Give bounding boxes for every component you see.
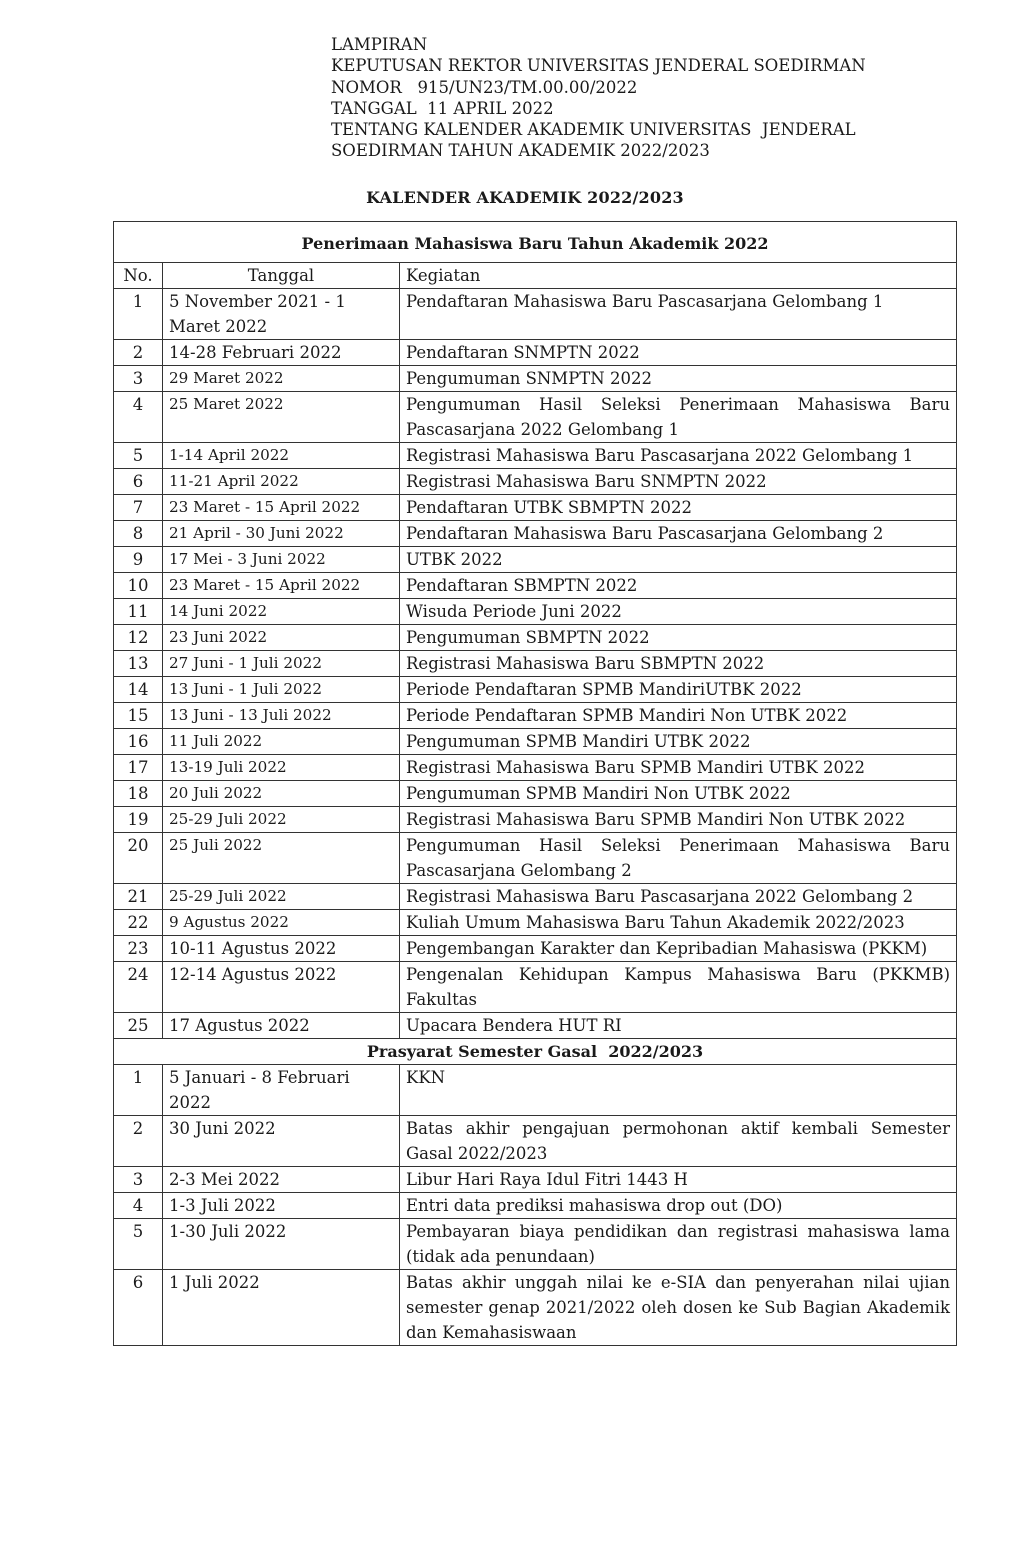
table-row xyxy=(114,573,957,599)
row-date: 5 November 2021 - 1 Maret 2022 xyxy=(163,289,400,340)
table-row xyxy=(114,599,957,625)
row-number: 5 xyxy=(114,443,163,469)
table-row xyxy=(114,289,957,340)
table-row xyxy=(114,469,957,495)
table-row xyxy=(114,443,957,469)
row-date: 17 Mei - 3 Juni 2022 xyxy=(163,547,400,573)
header-line: LAMPIRAN xyxy=(331,35,428,54)
row-number: 6 xyxy=(114,1270,163,1346)
document-title: KALENDER AKADEMIK 2022/2023 xyxy=(366,188,684,207)
row-number: 9 xyxy=(114,547,163,573)
section-title: Penerimaan Mahasiswa Baru Tahun Akademik 2022 xyxy=(114,222,957,263)
row-number: 4 xyxy=(114,392,163,443)
row-date: 29 Maret 2022 xyxy=(163,366,400,392)
table-row xyxy=(114,962,957,1013)
row-date: 12-14 Agustus 2022 xyxy=(163,962,400,1013)
row-date: 23 Juni 2022 xyxy=(163,625,400,651)
section-header xyxy=(114,222,957,263)
header-line: TANGGAL 11 APRIL 2022 xyxy=(331,98,554,118)
row-date: 25-29 Juli 2022 xyxy=(163,807,400,833)
row-date: 23 Maret - 15 April 2022 xyxy=(163,573,400,599)
row-date: 27 Juni - 1 Juli 2022 xyxy=(163,651,400,677)
row-number: 13 xyxy=(114,651,163,677)
row-date: 23 Maret - 15 April 2022 xyxy=(163,495,400,521)
row-activity: Registrasi Mahasiswa Baru SBMPTN 2022 xyxy=(400,651,957,677)
row-activity: Libur Hari Raya Idul Fitri 1443 H xyxy=(400,1167,957,1193)
row-activity: Registrasi Mahasiswa Baru Pascasarjana 2022 Gelombang 2 xyxy=(400,884,957,910)
column-header-no: No. xyxy=(114,263,163,289)
row-activity: UTBK 2022 xyxy=(400,547,957,573)
row-activity: Pendaftaran UTBK SBMPTN 2022 xyxy=(400,495,957,521)
row-activity: Pendaftaran Mahasiswa Baru Pascasarjana Gelombang 1 xyxy=(400,289,957,340)
row-number: 20 xyxy=(114,833,163,884)
row-date: 17 Agustus 2022 xyxy=(163,1013,400,1039)
row-date: 25 Juli 2022 xyxy=(163,833,400,884)
row-number: 21 xyxy=(114,884,163,910)
row-activity: Batas akhir pengajuan permohonan aktif kembali Semester Gasal 2022/2023 xyxy=(400,1116,957,1167)
row-date: 14 Juni 2022 xyxy=(163,599,400,625)
table-row xyxy=(114,547,957,573)
row-number: 8 xyxy=(114,521,163,547)
row-activity: Pembayaran biaya pendidikan dan registrasi mahasiswa lama (tidak ada penundaan) xyxy=(400,1219,957,1270)
row-activity: Upacara Bendera HUT RI xyxy=(400,1013,957,1039)
table-row xyxy=(114,807,957,833)
row-activity: Registrasi Mahasiswa Baru SNMPTN 2022 xyxy=(400,469,957,495)
row-activity: Pengumuman SPMB Mandiri Non UTBK 2022 xyxy=(400,781,957,807)
row-activity: Pengembangan Karakter dan Kepribadian Mahasiswa (PKKM) xyxy=(400,936,957,962)
decree-header xyxy=(331,34,866,162)
row-number: 11 xyxy=(114,599,163,625)
row-date: 20 Juli 2022 xyxy=(163,781,400,807)
row-date: 13 Juni - 1 Juli 2022 xyxy=(163,677,400,703)
table-row xyxy=(114,340,957,366)
header-line: SOEDIRMAN TAHUN AKADEMIK 2022/2023 xyxy=(331,141,710,161)
row-number: 3 xyxy=(114,366,163,392)
row-number: 2 xyxy=(114,340,163,366)
column-header-kegiatan: Kegiatan xyxy=(400,263,957,289)
row-number: 5 xyxy=(114,1219,163,1270)
row-number: 18 xyxy=(114,781,163,807)
row-number: 15 xyxy=(114,703,163,729)
table-row xyxy=(114,1193,957,1219)
row-date: 11-21 April 2022 xyxy=(163,469,400,495)
row-number: 24 xyxy=(114,962,163,1013)
row-date: 1-14 April 2022 xyxy=(163,443,400,469)
row-activity: Pendaftaran SNMPTN 2022 xyxy=(400,340,957,366)
table-row xyxy=(114,1065,957,1116)
row-date: 21 April - 30 Juni 2022 xyxy=(163,521,400,547)
row-date: 30 Juni 2022 xyxy=(163,1116,400,1167)
row-activity: Batas akhir unggah nilai ke e-SIA dan penyerahan nilai ujian semester genap 2021/2022 oleh dosen ke Sub Bagian Akademik dan Kemahasiswaan xyxy=(400,1270,957,1346)
table-row xyxy=(114,677,957,703)
row-date: 14-28 Februari 2022 xyxy=(163,340,400,366)
row-number: 4 xyxy=(114,1193,163,1219)
row-number: 3 xyxy=(114,1167,163,1193)
row-number: 7 xyxy=(114,495,163,521)
table-row xyxy=(114,1167,957,1193)
table-row xyxy=(114,781,957,807)
row-activity: Pengumuman SBMPTN 2022 xyxy=(400,625,957,651)
row-activity: Pengenalan Kehidupan Kampus Mahasiswa Baru (PKKMB) Fakultas xyxy=(400,962,957,1013)
table-row xyxy=(114,495,957,521)
table-row xyxy=(114,366,957,392)
row-activity: Pendaftaran Mahasiswa Baru Pascasarjana Gelombang 2 xyxy=(400,521,957,547)
row-number: 1 xyxy=(114,289,163,340)
row-activity: Registrasi Mahasiswa Baru Pascasarjana 2022 Gelombang 1 xyxy=(400,443,957,469)
row-number: 6 xyxy=(114,469,163,495)
row-date: 25 Maret 2022 xyxy=(163,392,400,443)
table-row xyxy=(114,651,957,677)
row-activity: Kuliah Umum Mahasiswa Baru Tahun Akademik 2022/2023 xyxy=(400,910,957,936)
row-activity: Entri data prediksi mahasiswa drop out (DO) xyxy=(400,1193,957,1219)
row-activity: Periode Pendaftaran SPMB MandiriUTBK 2022 xyxy=(400,677,957,703)
table-row xyxy=(114,833,957,884)
table-row xyxy=(114,1013,957,1039)
row-activity: Pengumuman Hasil Seleksi Penerimaan Mahasiswa Baru Pascasarjana Gelombang 2 xyxy=(400,833,957,884)
table-row xyxy=(114,703,957,729)
row-activity: Registrasi Mahasiswa Baru SPMB Mandiri UTBK 2022 xyxy=(400,755,957,781)
section-header xyxy=(114,1039,957,1065)
row-activity: Pengumuman SNMPTN 2022 xyxy=(400,366,957,392)
row-activity: Wisuda Periode Juni 2022 xyxy=(400,599,957,625)
table-row xyxy=(114,755,957,781)
row-number: 25 xyxy=(114,1013,163,1039)
row-activity: Registrasi Mahasiswa Baru SPMB Mandiri Non UTBK 2022 xyxy=(400,807,957,833)
table-row xyxy=(114,1219,957,1270)
section-title: Prasyarat Semester Gasal 2022/2023 xyxy=(114,1039,957,1065)
row-number: 16 xyxy=(114,729,163,755)
table-row xyxy=(114,1270,957,1346)
row-number: 14 xyxy=(114,677,163,703)
row-number: 10 xyxy=(114,573,163,599)
row-number: 1 xyxy=(114,1065,163,1116)
header-line: KEPUTUSAN REKTOR UNIVERSITAS JENDERAL SOEDIRMAN xyxy=(331,56,866,76)
row-date: 13 Juni - 13 Juli 2022 xyxy=(163,703,400,729)
row-number: 23 xyxy=(114,936,163,962)
row-number: 12 xyxy=(114,625,163,651)
row-date: 10-11 Agustus 2022 xyxy=(163,936,400,962)
row-activity: Pengumuman Hasil Seleksi Penerimaan Mahasiswa Baru Pascasarjana 2022 Gelombang 1 xyxy=(400,392,957,443)
row-date: 2-3 Mei 2022 xyxy=(163,1167,400,1193)
table-row xyxy=(114,884,957,910)
row-activity: Pendaftaran SBMPTN 2022 xyxy=(400,573,957,599)
table-row xyxy=(114,910,957,936)
row-date: 1-3 Juli 2022 xyxy=(163,1193,400,1219)
row-date: 1-30 Juli 2022 xyxy=(163,1219,400,1270)
column-header-tanggal: Tanggal xyxy=(163,263,400,289)
row-date: 5 Januari - 8 Februari 2022 xyxy=(163,1065,400,1116)
row-date: 13-19 Juli 2022 xyxy=(163,755,400,781)
table-row xyxy=(114,729,957,755)
table-row xyxy=(114,625,957,651)
table-row xyxy=(114,1116,957,1167)
header-line: TENTANG KALENDER AKADEMIK UNIVERSITAS JENDERAL xyxy=(331,120,856,140)
row-activity: Periode Pendaftaran SPMB Mandiri Non UTBK 2022 xyxy=(400,703,957,729)
row-date: 25-29 Juli 2022 xyxy=(163,884,400,910)
row-activity: Pengumuman SPMB Mandiri UTBK 2022 xyxy=(400,729,957,755)
row-date: 11 Juli 2022 xyxy=(163,729,400,755)
table-row xyxy=(114,521,957,547)
row-date: 9 Agustus 2022 xyxy=(163,910,400,936)
row-date: 1 Juli 2022 xyxy=(163,1270,400,1346)
table-row xyxy=(114,392,957,443)
header-line: NOMOR 915/UN23/TM.00.00/2022 xyxy=(331,77,638,97)
column-header-row xyxy=(114,263,957,289)
row-activity: KKN xyxy=(400,1065,957,1116)
row-number: 19 xyxy=(114,807,163,833)
row-number: 17 xyxy=(114,755,163,781)
table-row xyxy=(114,936,957,962)
calendar-table xyxy=(113,221,957,1346)
row-number: 22 xyxy=(114,910,163,936)
row-number: 2 xyxy=(114,1116,163,1167)
